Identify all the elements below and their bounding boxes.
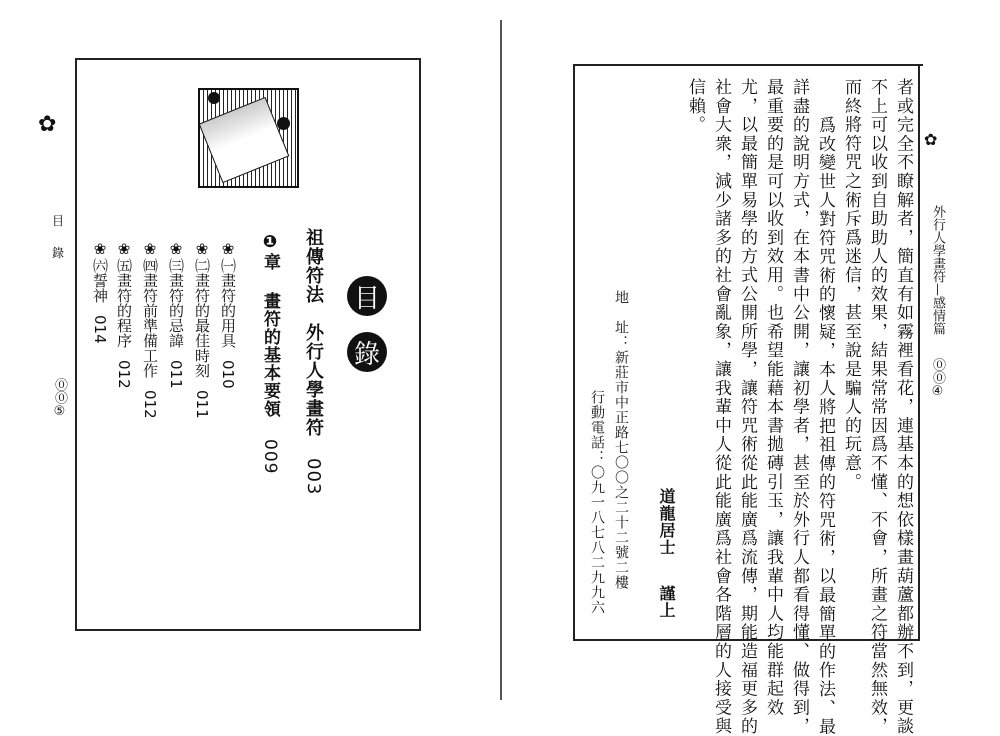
toc-item-label: ㈢畫符的忌諱 [167,258,185,348]
toc-badge-mu: 目 [347,276,387,316]
toc-item-label: ㈣畫符前準備工作 [141,258,159,378]
toc-item-label: ㈠畫符的用具 [219,258,237,348]
toc-item[interactable] [218,240,239,389]
left-rule [573,64,575,640]
toc-item-page: 012 [115,360,133,389]
paragraph-line: 詳盡的說明方式，在本書中公開，讓初學者，甚至於外行人都看得懂、做得到， [789,78,809,736]
running-title: 外行人學畫符—感情篇 [930,205,945,335]
chapter-page: 009 [260,438,280,475]
toc-item-page: 014 [91,315,109,344]
toc-title-page: 003 [303,458,324,496]
paragraph-line: 社會大衆，減少諸多的社會亂象，讓我輩中人從此能廣爲社會各階層的人接受與 [711,78,731,736]
bullet-icon: ❀ [167,240,185,258]
chapter-label: 畫符的基本要領 [260,291,280,418]
bullet-icon: ❀ [115,240,133,258]
bullet-icon: ❀ [219,240,237,258]
decorative-illustration [198,88,299,188]
signature [655,488,678,619]
page-number: ⓪⓪⑤ [52,378,67,419]
right-rule [918,64,920,640]
bullet-icon: ❀ [193,240,211,258]
toc-item[interactable] [192,240,213,419]
phone: 行動電話：〇九一八七八二九九六 [589,390,605,615]
paragraph-line: 不上可以收到自助助人的效果，結果常常因爲不懂、不會，所畫之符當然無效， [867,78,887,736]
section-header-2: 錄 [52,246,65,260]
toc-item-label: ㈡畫符的最佳時刻 [193,258,211,378]
toc-badge-lu: 錄 [347,332,387,372]
section-header: 目 [52,214,65,228]
top-rule [573,64,923,66]
toc-item[interactable] [114,240,135,389]
spine-gutter [500,20,502,700]
right-rule [419,58,421,630]
paragraph-line: 信賴。 [685,78,705,135]
bullet-icon: ❀ [141,240,159,258]
toc-item[interactable] [166,240,187,389]
paragraph-line: 最重要的是可以收到效用。也希望能藉本書拋磚引玉，讓我輩中人均能群起效 [763,78,783,718]
signature-name: 道龍居士 [657,488,676,556]
page-number: ⓪⓪④ [930,358,945,399]
toc-item-label: ㈥誓神 [91,258,109,303]
paragraph-line: 而終將符咒之術斥爲迷信，甚至說是騙人的玩意。 [841,78,861,492]
toc-item-page: 012 [141,390,159,419]
toc-item-page: 011 [167,360,185,389]
paragraph-line: 爲改變世人對符咒術的懷疑，本人將把祖傳的符咒術，以最簡單的作法、最 [815,116,835,736]
toc-item-label: ㈤畫符的程序 [115,258,133,348]
ornament-icon: ✿ [38,112,57,137]
toc-item-page: 010 [219,360,237,389]
bottom-rule [75,629,421,631]
toc-chapter-1[interactable] [258,232,283,474]
toc-item[interactable] [90,240,111,344]
toc-item[interactable] [140,240,161,419]
top-rule [75,58,420,60]
bullet-icon: ❀ [91,240,109,258]
chapter-marker: ❶章 [260,232,280,271]
toc-title-label: 祖傳符法 外行人學畫符 [303,228,324,437]
paragraph-line: 尤，以最簡單易學的方式公開所學，讓符咒術從此能廣爲流傳，期能造福更多的 [737,78,757,736]
toc-title-entry[interactable] [300,228,326,496]
paragraph-line: 者或完全不瞭解者，簡直有如霧裡看花，連基本的想依樣畫葫蘆都辦不到，更談 [893,78,913,736]
address: 地 址：新莊市中正路七〇〇之二十二號二樓 [613,290,629,590]
toc-item-page: 011 [193,390,211,419]
signature-suffix: 謹上 [657,584,676,619]
left-rule [75,58,77,630]
ornament-icon: ✿ [924,130,938,149]
